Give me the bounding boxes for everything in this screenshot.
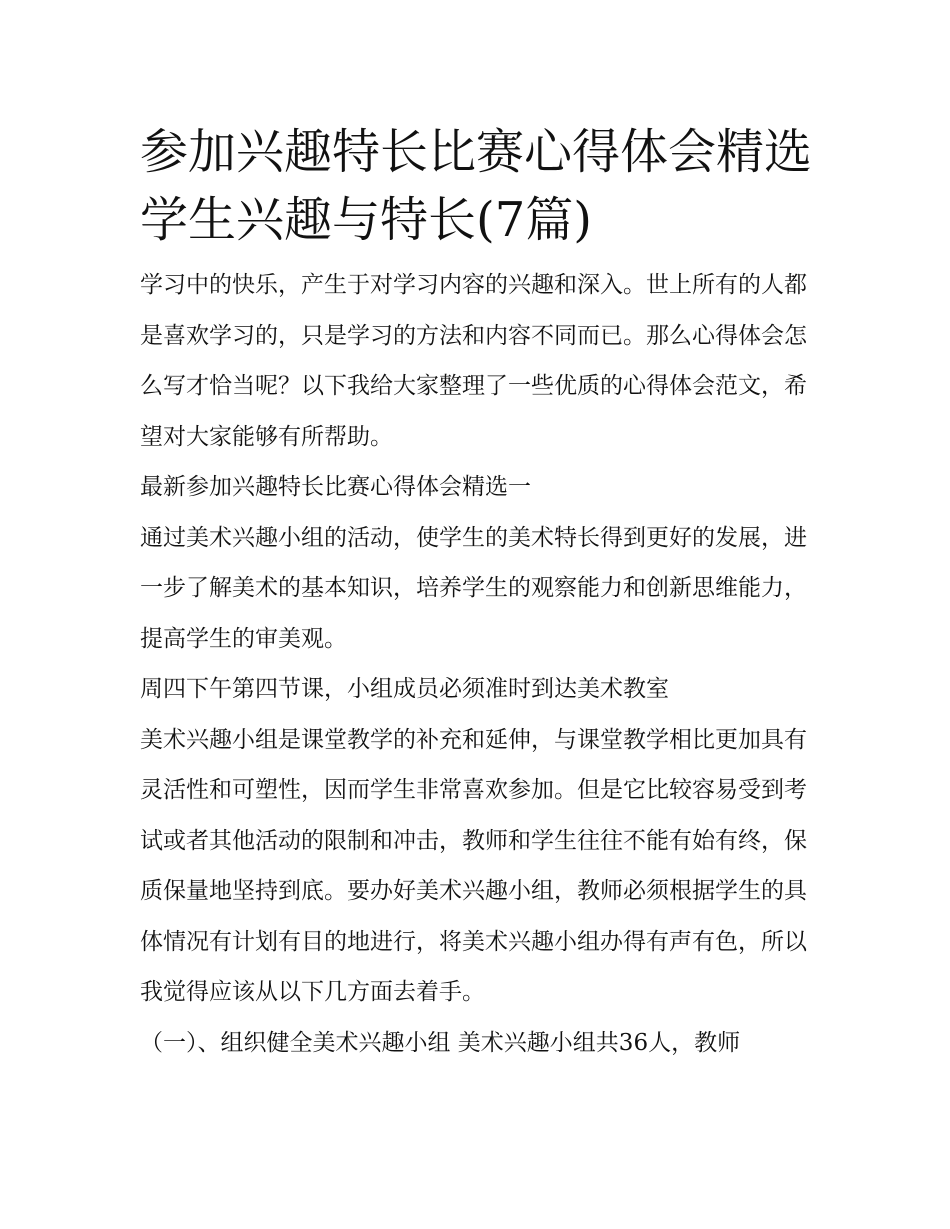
body-paragraph: 美术兴趣小组是课堂教学的补充和延伸，与课堂教学相比更加具有灵活性和可塑性，因而学生非常喜欢参加。但是它比较容易受到考试或者其他活动的限制和冲击，教师和学生往往不能有始有终，保质保量地坚持到底。要办好美术兴趣小组，教师必须根据学生的具体情况有计划有目的地进行，将美术兴趣小组办得有声有色，所以我觉得应该从以下几方面去着手。 [140, 726, 807, 1005]
schedule-paragraph: 周四下午第四节课，小组成员必须准时到达美术教室 [140, 676, 669, 702]
purpose-paragraph: 通过美术兴趣小组的活动，使学生的美术特长得到更好的发展，进一步了解美术的基本知识，培养学生的观察能力和创新思维能力，提高学生的审美观。 [140, 524, 807, 652]
organization-paragraph: （一）、组织健全美术兴趣小组 美术兴趣小组共36人，教师 [140, 1029, 741, 1056]
intro-paragraph: 学习中的快乐，产生于对学习内容的兴趣和深入。世上所有的人都是喜欢学习的，只是学习的方法和内容不同而已。那么心得体会怎么写才恰当呢？以下我给大家整理了一些优质的心得体会范文，希望对大家能够有所帮助。 [140, 272, 807, 450]
document-page [140, 118, 812, 1068]
document-title: 参加兴趣特长比赛心得体会精选 学生兴趣与特长(7篇) [140, 124, 813, 248]
section-heading: 最新参加兴趣特长比赛心得体会精选一 [140, 474, 531, 500]
